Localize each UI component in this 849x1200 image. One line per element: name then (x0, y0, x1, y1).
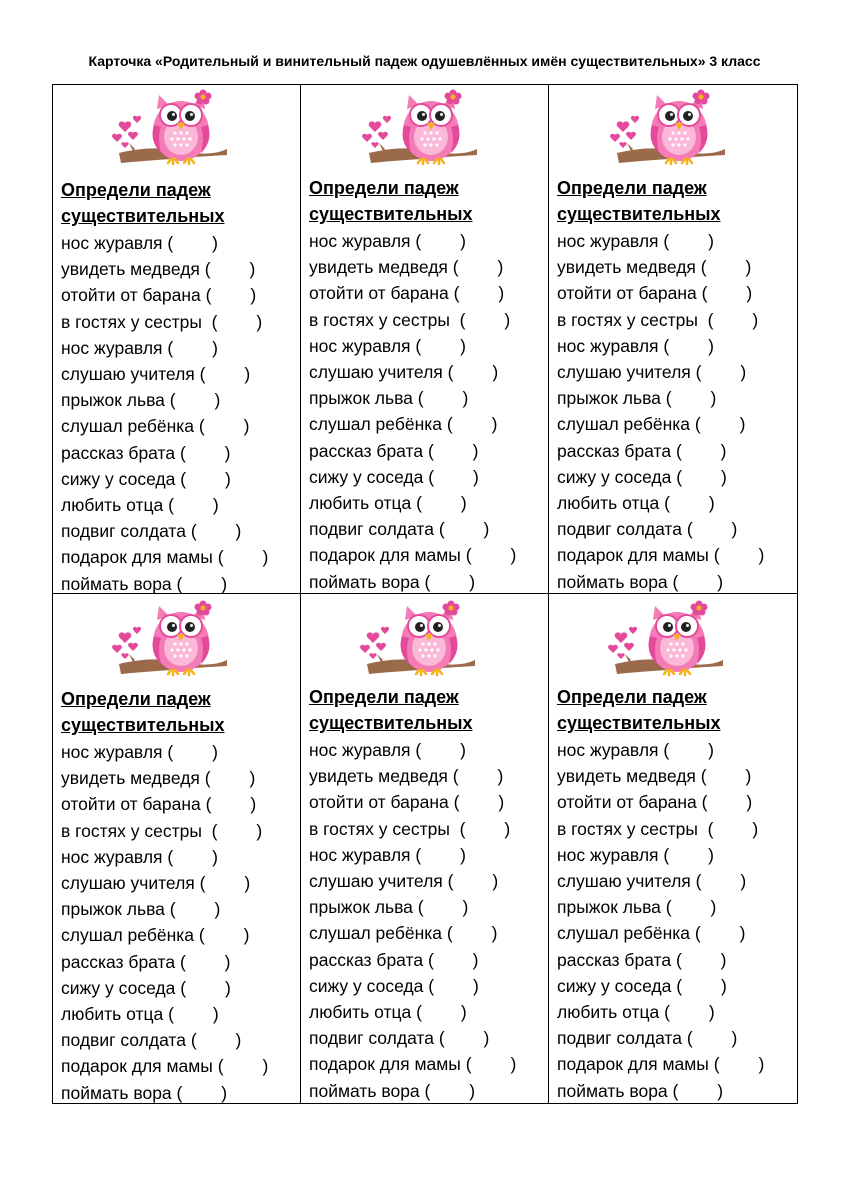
exercise-item: нос журавля ( ) (61, 846, 218, 867)
exercise-item: поймать вора ( ) (61, 1082, 228, 1103)
exercise-item: слушаю учителя ( ) (309, 362, 499, 383)
card-heading (557, 175, 721, 227)
exercise-item: в гостях у сестры ( ) (309, 818, 511, 839)
page-title: Карточка «Родительный и винительный падеж одушевлённых имён существительных» 3 класс (88, 53, 761, 69)
exercise-item: слушаю учителя ( ) (309, 871, 499, 892)
exercise-item: сижу у соседа ( ) (309, 975, 479, 996)
exercise-item: нос журавля ( ) (61, 233, 218, 253)
exercise-item: в гостях у сестры ( ) (61, 820, 263, 841)
exercise-item: сижу у соседа ( ) (557, 975, 727, 996)
exercise-item: прыжок льва ( ) (61, 899, 221, 920)
exercise-item: увидеть медведя ( ) (557, 257, 752, 278)
card-heading-line1: Определи падеж (61, 180, 211, 200)
exercise-item: рассказ брата ( ) (61, 442, 231, 463)
exercise-item: нос журавля ( ) (309, 844, 466, 865)
exercise-item: подвиг солдата ( ) (557, 1028, 738, 1049)
exercise-item: нос журавля ( ) (557, 740, 714, 760)
exercise-item: отойти от барана ( ) (557, 792, 753, 813)
exercise-item: подарок для мамы ( ) (61, 1056, 269, 1077)
card-heading (61, 177, 225, 229)
exercise-item: слушал ребёнка ( ) (61, 416, 250, 437)
pink-owl-on-branch-icon (607, 598, 727, 686)
exercise-item: слушал ребёнка ( ) (309, 923, 498, 944)
exercise-item: любить отца ( ) (61, 1004, 219, 1025)
exercise-item: сижу у соседа ( ) (61, 977, 231, 998)
exercise-item: увидеть медведя ( ) (309, 257, 504, 278)
exercise-item: слушаю учителя ( ) (61, 364, 251, 385)
card-heading (557, 684, 721, 736)
card-heading (309, 684, 473, 736)
exercise-item: в гостях у сестры ( ) (61, 311, 263, 332)
card-heading-line2: существительных (61, 206, 225, 226)
exercise-item: рассказ брата ( ) (61, 951, 231, 972)
exercise-item: в гостях у сестры ( ) (557, 309, 759, 330)
exercise-list (61, 230, 268, 594)
exercise-item: прыжок льва ( ) (309, 388, 469, 409)
pink-owl-on-branch-icon (359, 598, 479, 686)
exercise-item: подвиг солдата ( ) (61, 521, 242, 542)
card-heading-line2: существительных (309, 204, 473, 224)
exercise-item: любить отца ( ) (557, 1002, 715, 1023)
exercise-item: сижу у соседа ( ) (309, 466, 479, 487)
exercise-item: отойти от барана ( ) (309, 792, 505, 813)
exercise-item: нос журавля ( ) (61, 337, 218, 358)
exercise-item: отойти от барана ( ) (557, 283, 753, 304)
exercise-item: подарок для мамы ( ) (557, 1054, 765, 1075)
cards-grid (52, 84, 798, 1104)
exercise-item: отойти от барана ( ) (309, 283, 505, 304)
exercise-item: слушал ребёнка ( ) (557, 923, 746, 944)
exercise-item: слушаю учителя ( ) (557, 871, 747, 892)
exercise-item: нос журавля ( ) (309, 231, 466, 251)
exercise-list (309, 228, 516, 594)
exercise-card-3 (549, 85, 798, 594)
exercise-item: прыжок льва ( ) (309, 897, 469, 918)
exercise-item: нос журавля ( ) (557, 335, 714, 356)
card-heading-line1: Определи падеж (309, 178, 459, 198)
card-heading (61, 686, 225, 738)
exercise-item: поймать вора ( ) (61, 573, 228, 594)
exercise-item: увидеть медведя ( ) (61, 259, 256, 280)
exercise-item: любить отца ( ) (61, 495, 219, 516)
exercise-item: подвиг солдата ( ) (309, 519, 490, 540)
pink-owl-on-branch-icon (609, 87, 729, 175)
exercise-item: любить отца ( ) (309, 1002, 467, 1023)
exercise-item: нос журавля ( ) (61, 742, 218, 762)
exercise-item: слушаю учителя ( ) (61, 873, 251, 894)
card-heading-line1: Определи падеж (61, 689, 211, 709)
exercise-item: увидеть медведя ( ) (61, 768, 256, 789)
exercise-item: поймать вора ( ) (309, 1080, 476, 1101)
exercise-item: слушал ребёнка ( ) (557, 414, 746, 435)
exercise-item: в гостях у сестры ( ) (557, 818, 759, 839)
card-heading (309, 175, 473, 227)
card-heading-line2: существительных (557, 713, 721, 733)
exercise-list (61, 739, 268, 1104)
exercise-item: нос журавля ( ) (557, 844, 714, 865)
exercise-item: подарок для мамы ( ) (309, 545, 517, 566)
exercise-item: рассказ брата ( ) (557, 949, 727, 970)
exercise-item: рассказ брата ( ) (557, 440, 727, 461)
exercise-list (309, 737, 516, 1104)
pink-owl-on-branch-icon (111, 87, 231, 175)
card-heading-line2: существительных (61, 715, 225, 735)
card-heading-line2: существительных (557, 204, 721, 224)
card-heading-line1: Определи падеж (557, 687, 707, 707)
exercise-item: нос журавля ( ) (309, 335, 466, 356)
exercise-item: нос журавля ( ) (557, 231, 714, 251)
exercise-item: прыжок льва ( ) (557, 897, 717, 918)
exercise-item: увидеть медведя ( ) (309, 766, 504, 787)
exercise-card-1 (53, 85, 301, 594)
exercise-item: слушал ребёнка ( ) (61, 925, 250, 946)
exercise-item: сижу у соседа ( ) (557, 466, 727, 487)
exercise-item: любить отца ( ) (309, 493, 467, 514)
exercise-item: слушаю учителя ( ) (557, 362, 747, 383)
exercise-card-5 (301, 594, 549, 1104)
exercise-list (557, 737, 764, 1104)
exercise-item: подарок для мамы ( ) (557, 545, 765, 566)
card-heading-line1: Определи падеж (309, 687, 459, 707)
exercise-item: подвиг солдата ( ) (557, 519, 738, 540)
exercise-card-2 (301, 85, 549, 594)
exercise-item: увидеть медведя ( ) (557, 766, 752, 787)
pink-owl-on-branch-icon (361, 87, 481, 175)
exercise-item: сижу у соседа ( ) (61, 468, 231, 489)
exercise-item: подвиг солдата ( ) (309, 1028, 490, 1049)
exercise-item: любить отца ( ) (557, 493, 715, 514)
exercise-item: отойти от барана ( ) (61, 285, 257, 306)
exercise-item: подарок для мамы ( ) (309, 1054, 517, 1075)
exercise-card-4 (53, 594, 301, 1104)
exercise-item: прыжок льва ( ) (61, 390, 221, 411)
exercise-item: рассказ брата ( ) (309, 949, 479, 970)
exercise-item: нос журавля ( ) (309, 740, 466, 760)
exercise-item: прыжок льва ( ) (557, 388, 717, 409)
card-heading-line2: существительных (309, 713, 473, 733)
pink-owl-on-branch-icon (111, 598, 231, 686)
exercise-item: в гостях у сестры ( ) (309, 309, 511, 330)
exercise-item: рассказ брата ( ) (309, 440, 479, 461)
exercise-item: подвиг солдата ( ) (61, 1030, 242, 1051)
exercise-item: поймать вора ( ) (309, 571, 476, 592)
exercise-item: подарок для мамы ( ) (61, 547, 269, 568)
exercise-item: слушал ребёнка ( ) (309, 414, 498, 435)
exercise-item: поймать вора ( ) (557, 1080, 724, 1101)
exercise-card-6 (549, 594, 798, 1104)
exercise-item: поймать вора ( ) (557, 571, 724, 592)
card-heading-line1: Определи падеж (557, 178, 707, 198)
exercise-item: отойти от барана ( ) (61, 794, 257, 815)
exercise-list (557, 228, 764, 594)
